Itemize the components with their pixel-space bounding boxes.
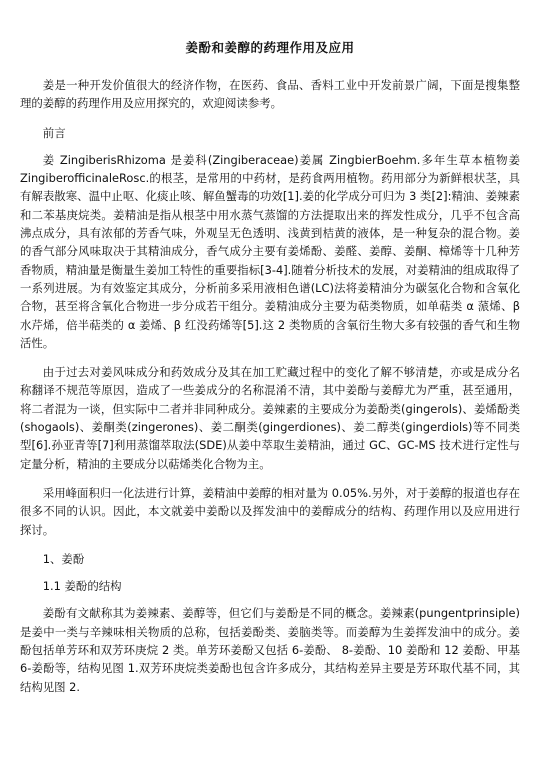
- document-title: 姜酚和姜醇的药理作用及应用: [185, 40, 355, 55]
- section-1-1-heading: 1.1 姜酚的结构: [42, 579, 122, 594]
- paragraph-4: 姜酚有文献称其为姜辣素、姜醇等，但它们与姜酚是不同的概念。姜辣素(pungentprinsiple)是姜中一类与辛辣味相关物质的总称，包括姜酚类、姜脑类等。而姜醇为生姜挥发油中的成分。姜酚包括单芳环和双芳环庚烷 2 类。单芳环姜酚又包括 6-姜酚、 8-姜酚、10 姜酚和 12 姜酚、甲基 6-姜酚等，结构见图 1.双芳环庚烷类姜酚也包含许多成分，其结构差异主要是芳环取代基不同，其结构见图 2.: [20, 606, 520, 694]
- preface-heading: 前言: [42, 125, 66, 140]
- paragraph-2: 由于过去对姜风味成分和药效成分及其在加工贮藏过程中的变化了解不够清楚，亦或是成分名称翻译不规范等原因，造成了一些姜成分的名称混淆不清，其中姜酚与姜醇尤为严重，甚至通用，将二者混为一谈，但实际中二者并非同种成分。姜辣素的主要成分为姜酚类(gingerols)、姜烯酚类(shogaols)、姜酮类(zingerones)、姜二酮类(gingerdiones)、姜二醇类(gingerdiols)等不同类型[6].孙亚青等[7]利用蒸馏萃取法(SDE)从姜中萃取生姜精油，通过 GC、GC-MS 技术进行定性与定量分析，精油的主要成分以萜烯类化合物为主。: [20, 365, 520, 471]
- paragraph-3: 采用峰面积归一化法进行计算，姜精油中姜醇的相对量为 0.05%.另外，对于姜醇的报道也存在很多不同的认识。因此，本文就姜中姜酚以及挥发油中的姜醇成分的结构、药理作用以及应用进行探讨。: [20, 485, 520, 537]
- paragraph-1: 姜 ZingiberisRhizoma 是姜科(Zingiberaceae)姜属 ZingbierBoehm.多年生草本植物姜 ZingiberofficinaleRosc.的根茎，是常用的中药材，是药食两用植物。药用部分为新鲜根状茎，具有解表散寒、温中止呕、化痰止咳、解鱼蟹毒的功效[1].姜的化学成分可归为 3 类[2]:精油、姜辣素和二苯基庚烷类。姜精油是指从根茎中用水蒸气蒸馏的方法提取出来的挥发性成分，几乎不包含高沸点成分，具有浓郁的芳香气味，外观呈无色透明、浅黄到桔黄的液体，是一种复杂的混合物。姜的香气部分风味取决于其精油成分，香气成分主要有姜烯酚、姜醛、姜醇、姜酮、樟烯等十几种芳香物质，精油量是衡量生姜加工特性的重要指标[3-4].随着分析技术的发展，对姜精油的组成取得了一系列进展。为有效鉴定其成分，分析前多采用液相色谱(LC)法将姜精油分为碳氢化合物和含氧化合物，甚至将含氧化合物进一步分成若干组分。姜精油成分主要为萜类物质，如单萜类 α 蒎烯、β 水芹烯，倍半萜类的 α 姜烯、β 红没药烯等[5].这 2 类物质的含氧衍生物大多有较强的香气和生物活性。: [20, 152, 520, 350]
- intro-paragraph: 姜是一种开发价值很大的经济作物，在医药、食品、香料工业中开发前景广阔，下面是搜集整理的姜醇的药理作用及应用探究的，欢迎阅读参考。: [20, 78, 520, 111]
- section-1-heading: 1、姜酚: [42, 551, 85, 566]
